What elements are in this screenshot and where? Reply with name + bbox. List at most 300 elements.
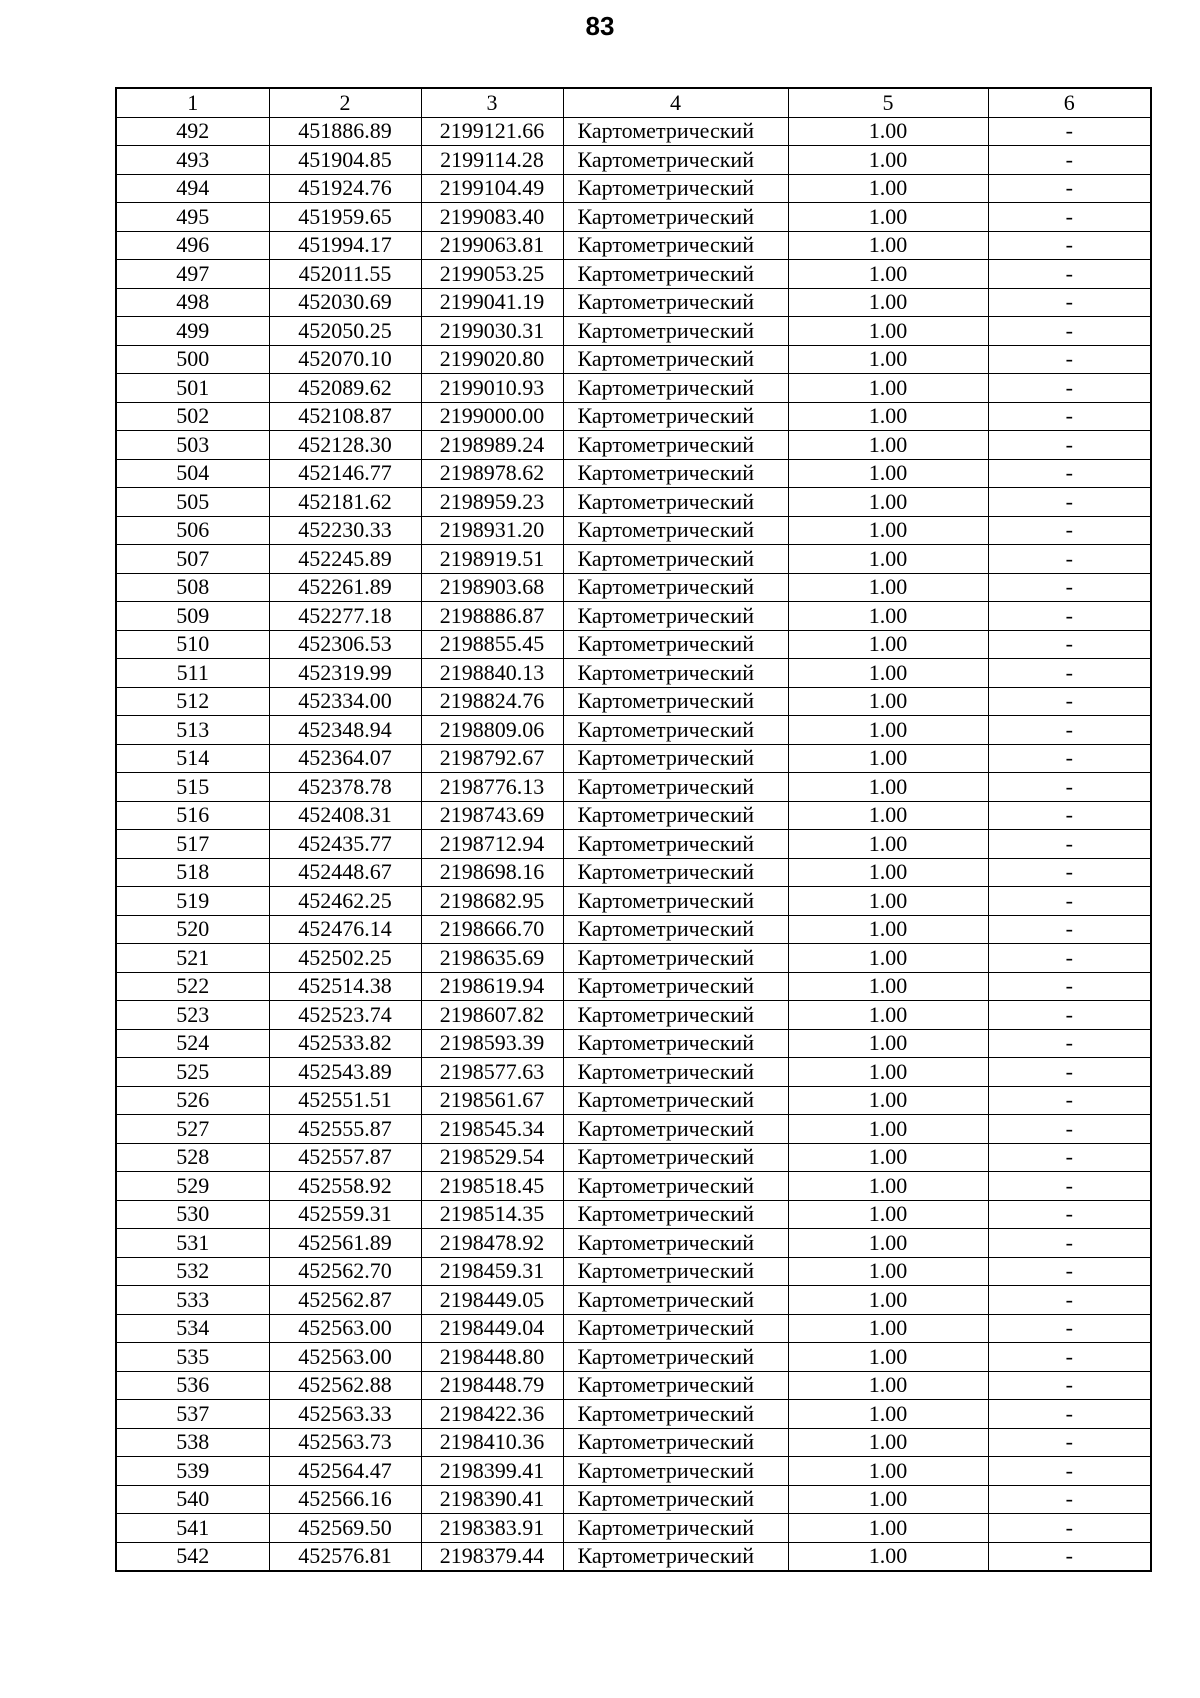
method-cell: Картометрический [563, 1143, 788, 1172]
point-number-cell: 516 [116, 801, 269, 830]
point-number-cell: 519 [116, 887, 269, 916]
x-coordinate-cell: 452108.87 [269, 402, 421, 431]
note-cell: - [988, 1457, 1151, 1486]
method-cell: Картометрический [563, 630, 788, 659]
y-coordinate-cell: 2198593.39 [421, 1029, 563, 1058]
method-cell: Картометрический [563, 1485, 788, 1514]
method-cell: Картометрический [563, 858, 788, 887]
x-coordinate-cell: 452230.33 [269, 516, 421, 545]
accuracy-cell: 1.00 [788, 516, 988, 545]
accuracy-cell: 1.00 [788, 1115, 988, 1144]
accuracy-cell: 1.00 [788, 231, 988, 260]
accuracy-cell: 1.00 [788, 1314, 988, 1343]
point-number-cell: 537 [116, 1400, 269, 1429]
note-cell: - [988, 431, 1151, 460]
table-row [116, 1029, 1151, 1058]
table-header-row [116, 88, 1151, 117]
y-coordinate-cell: 2198545.34 [421, 1115, 563, 1144]
method-cell: Картометрический [563, 1514, 788, 1543]
y-coordinate-cell: 2198619.94 [421, 972, 563, 1001]
table-row [116, 1001, 1151, 1030]
point-number-cell: 515 [116, 773, 269, 802]
note-cell: - [988, 1371, 1151, 1400]
method-cell: Картометрический [563, 1001, 788, 1030]
point-number-cell: 523 [116, 1001, 269, 1030]
x-coordinate-cell: 452559.31 [269, 1200, 421, 1229]
note-cell: - [988, 1286, 1151, 1315]
y-coordinate-cell: 2198449.05 [421, 1286, 563, 1315]
table-row [116, 801, 1151, 830]
method-cell: Картометрический [563, 260, 788, 289]
accuracy-cell: 1.00 [788, 1001, 988, 1030]
point-number-cell: 507 [116, 545, 269, 574]
accuracy-cell: 1.00 [788, 488, 988, 517]
method-cell: Картометрический [563, 1428, 788, 1457]
table-row [116, 317, 1151, 346]
x-coordinate-cell: 452277.18 [269, 602, 421, 631]
method-cell: Картометрический [563, 1200, 788, 1229]
table-row [116, 1428, 1151, 1457]
note-cell: - [988, 545, 1151, 574]
point-number-cell: 534 [116, 1314, 269, 1343]
table-row [116, 1086, 1151, 1115]
y-coordinate-cell: 2198448.80 [421, 1343, 563, 1372]
table-body [116, 117, 1151, 1571]
note-cell: - [988, 1058, 1151, 1087]
y-coordinate-cell: 2198529.54 [421, 1143, 563, 1172]
x-coordinate-cell: 452128.30 [269, 431, 421, 460]
point-number-cell: 502 [116, 402, 269, 431]
note-cell: - [988, 887, 1151, 916]
accuracy-cell: 1.00 [788, 773, 988, 802]
point-number-cell: 501 [116, 374, 269, 403]
note-cell: - [988, 630, 1151, 659]
accuracy-cell: 1.00 [788, 1542, 988, 1571]
accuracy-cell: 1.00 [788, 402, 988, 431]
accuracy-cell: 1.00 [788, 1428, 988, 1457]
point-number-cell: 511 [116, 659, 269, 688]
accuracy-cell: 1.00 [788, 146, 988, 175]
table-row [116, 1457, 1151, 1486]
x-coordinate-cell: 452050.25 [269, 317, 421, 346]
method-cell: Картометрический [563, 431, 788, 460]
table-row [116, 716, 1151, 745]
x-coordinate-cell: 452334.00 [269, 687, 421, 716]
point-number-cell: 527 [116, 1115, 269, 1144]
table-row [116, 260, 1151, 289]
note-cell: - [988, 1514, 1151, 1543]
x-coordinate-cell: 452089.62 [269, 374, 421, 403]
accuracy-cell: 1.00 [788, 630, 988, 659]
note-cell: - [988, 1172, 1151, 1201]
y-coordinate-cell: 2198855.45 [421, 630, 563, 659]
x-coordinate-cell: 452557.87 [269, 1143, 421, 1172]
method-cell: Картометрический [563, 545, 788, 574]
y-coordinate-cell: 2198635.69 [421, 944, 563, 973]
point-number-cell: 532 [116, 1257, 269, 1286]
x-coordinate-cell: 452562.88 [269, 1371, 421, 1400]
x-coordinate-cell: 452319.99 [269, 659, 421, 688]
x-coordinate-cell: 452563.33 [269, 1400, 421, 1429]
x-coordinate-cell: 452564.47 [269, 1457, 421, 1486]
y-coordinate-cell: 2198448.79 [421, 1371, 563, 1400]
y-coordinate-cell: 2198666.70 [421, 915, 563, 944]
method-cell: Картометрический [563, 1400, 788, 1429]
accuracy-cell: 1.00 [788, 659, 988, 688]
table-row [116, 402, 1151, 431]
accuracy-cell: 1.00 [788, 1457, 988, 1486]
method-cell: Картометрический [563, 345, 788, 374]
note-cell: - [988, 1029, 1151, 1058]
method-cell: Картометрический [563, 374, 788, 403]
column-header-1: 1 [116, 88, 269, 117]
note-cell: - [988, 1086, 1151, 1115]
table-row [116, 117, 1151, 146]
table-row [116, 288, 1151, 317]
table-row [116, 1314, 1151, 1343]
method-cell: Картометрический [563, 516, 788, 545]
x-coordinate-cell: 452462.25 [269, 887, 421, 916]
method-cell: Картометрический [563, 174, 788, 203]
y-coordinate-cell: 2198989.24 [421, 431, 563, 460]
method-cell: Картометрический [563, 1172, 788, 1201]
point-number-cell: 531 [116, 1229, 269, 1258]
method-cell: Картометрический [563, 1257, 788, 1286]
note-cell: - [988, 1143, 1151, 1172]
accuracy-cell: 1.00 [788, 887, 988, 916]
point-number-cell: 512 [116, 687, 269, 716]
point-number-cell: 496 [116, 231, 269, 260]
table-row [116, 1514, 1151, 1543]
table-row [116, 1172, 1151, 1201]
y-coordinate-cell: 2198886.87 [421, 602, 563, 631]
table-row [116, 972, 1151, 1001]
note-cell: - [988, 174, 1151, 203]
point-number-cell: 533 [116, 1286, 269, 1315]
method-cell: Картометрический [563, 402, 788, 431]
point-number-cell: 497 [116, 260, 269, 289]
accuracy-cell: 1.00 [788, 1343, 988, 1372]
point-number-cell: 517 [116, 830, 269, 859]
y-coordinate-cell: 2198809.06 [421, 716, 563, 745]
x-coordinate-cell: 452011.55 [269, 260, 421, 289]
note-cell: - [988, 944, 1151, 973]
table-row [116, 174, 1151, 203]
x-coordinate-cell: 452562.87 [269, 1286, 421, 1315]
y-coordinate-cell: 2198712.94 [421, 830, 563, 859]
note-cell: - [988, 744, 1151, 773]
method-cell: Картометрический [563, 1457, 788, 1486]
point-number-cell: 505 [116, 488, 269, 517]
note-cell: - [988, 659, 1151, 688]
accuracy-cell: 1.00 [788, 1286, 988, 1315]
y-coordinate-cell: 2198518.45 [421, 1172, 563, 1201]
x-coordinate-cell: 452566.16 [269, 1485, 421, 1514]
point-number-cell: 518 [116, 858, 269, 887]
y-coordinate-cell: 2199104.49 [421, 174, 563, 203]
method-cell: Картометрический [563, 887, 788, 916]
point-number-cell: 493 [116, 146, 269, 175]
x-coordinate-cell: 452181.62 [269, 488, 421, 517]
y-coordinate-cell: 2199041.19 [421, 288, 563, 317]
x-coordinate-cell: 451886.89 [269, 117, 421, 146]
point-number-cell: 494 [116, 174, 269, 203]
y-coordinate-cell: 2198840.13 [421, 659, 563, 688]
table-row [116, 1229, 1151, 1258]
y-coordinate-cell: 2199030.31 [421, 317, 563, 346]
method-cell: Картометрический [563, 1229, 788, 1258]
point-number-cell: 500 [116, 345, 269, 374]
table-row [116, 858, 1151, 887]
note-cell: - [988, 830, 1151, 859]
point-number-cell: 522 [116, 972, 269, 1001]
method-cell: Картометрический [563, 317, 788, 346]
accuracy-cell: 1.00 [788, 1229, 988, 1258]
accuracy-cell: 1.00 [788, 830, 988, 859]
y-coordinate-cell: 2198410.36 [421, 1428, 563, 1457]
y-coordinate-cell: 2199000.00 [421, 402, 563, 431]
method-cell: Картометрический [563, 1086, 788, 1115]
note-cell: - [988, 402, 1151, 431]
point-number-cell: 503 [116, 431, 269, 460]
y-coordinate-cell: 2199063.81 [421, 231, 563, 260]
accuracy-cell: 1.00 [788, 1143, 988, 1172]
method-cell: Картометрический [563, 1286, 788, 1315]
method-cell: Картометрический [563, 459, 788, 488]
x-coordinate-cell: 452551.51 [269, 1086, 421, 1115]
table-row [116, 374, 1151, 403]
y-coordinate-cell: 2198561.67 [421, 1086, 563, 1115]
method-cell: Картометрический [563, 602, 788, 631]
point-number-cell: 514 [116, 744, 269, 773]
y-coordinate-cell: 2199114.28 [421, 146, 563, 175]
x-coordinate-cell: 452514.38 [269, 972, 421, 1001]
table-row [116, 1257, 1151, 1286]
method-cell: Картометрический [563, 1371, 788, 1400]
table-row [116, 1371, 1151, 1400]
method-cell: Картометрический [563, 117, 788, 146]
point-number-cell: 495 [116, 203, 269, 232]
note-cell: - [988, 1257, 1151, 1286]
method-cell: Картометрический [563, 1343, 788, 1372]
accuracy-cell: 1.00 [788, 1514, 988, 1543]
accuracy-cell: 1.00 [788, 1029, 988, 1058]
method-cell: Картометрический [563, 1058, 788, 1087]
x-coordinate-cell: 452306.53 [269, 630, 421, 659]
table-row [116, 203, 1151, 232]
method-cell: Картометрический [563, 1029, 788, 1058]
note-cell: - [988, 1400, 1151, 1429]
point-number-cell: 524 [116, 1029, 269, 1058]
point-number-cell: 540 [116, 1485, 269, 1514]
column-header-4: 4 [563, 88, 788, 117]
x-coordinate-cell: 452562.70 [269, 1257, 421, 1286]
y-coordinate-cell: 2198959.23 [421, 488, 563, 517]
y-coordinate-cell: 2198390.41 [421, 1485, 563, 1514]
accuracy-cell: 1.00 [788, 317, 988, 346]
note-cell: - [988, 231, 1151, 260]
accuracy-cell: 1.00 [788, 1485, 988, 1514]
x-coordinate-cell: 451924.76 [269, 174, 421, 203]
table-row [116, 1115, 1151, 1144]
y-coordinate-cell: 2198792.67 [421, 744, 563, 773]
note-cell: - [988, 1229, 1151, 1258]
accuracy-cell: 1.00 [788, 174, 988, 203]
accuracy-cell: 1.00 [788, 374, 988, 403]
y-coordinate-cell: 2198776.13 [421, 773, 563, 802]
accuracy-cell: 1.00 [788, 801, 988, 830]
x-coordinate-cell: 452030.69 [269, 288, 421, 317]
accuracy-cell: 1.00 [788, 744, 988, 773]
x-coordinate-cell: 452245.89 [269, 545, 421, 574]
note-cell: - [988, 801, 1151, 830]
y-coordinate-cell: 2198743.69 [421, 801, 563, 830]
table-row [116, 1200, 1151, 1229]
table-row [116, 488, 1151, 517]
method-cell: Картометрический [563, 488, 788, 517]
table-row [116, 687, 1151, 716]
y-coordinate-cell: 2198422.36 [421, 1400, 563, 1429]
method-cell: Картометрический [563, 1314, 788, 1343]
column-header-6: 6 [988, 88, 1151, 117]
note-cell: - [988, 773, 1151, 802]
y-coordinate-cell: 2198607.82 [421, 1001, 563, 1030]
x-coordinate-cell: 452569.50 [269, 1514, 421, 1543]
y-coordinate-cell: 2198459.31 [421, 1257, 563, 1286]
method-cell: Картометрический [563, 573, 788, 602]
table-row [116, 659, 1151, 688]
note-cell: - [988, 117, 1151, 146]
accuracy-cell: 1.00 [788, 1086, 988, 1115]
x-coordinate-cell: 452448.67 [269, 858, 421, 887]
method-cell: Картометрический [563, 801, 788, 830]
column-header-5: 5 [788, 88, 988, 117]
y-coordinate-cell: 2198903.68 [421, 573, 563, 602]
accuracy-cell: 1.00 [788, 345, 988, 374]
accuracy-cell: 1.00 [788, 117, 988, 146]
accuracy-cell: 1.00 [788, 573, 988, 602]
table-row [116, 915, 1151, 944]
table-row [116, 431, 1151, 460]
point-number-cell: 538 [116, 1428, 269, 1457]
accuracy-cell: 1.00 [788, 545, 988, 574]
x-coordinate-cell: 452348.94 [269, 716, 421, 745]
x-coordinate-cell: 452435.77 [269, 830, 421, 859]
y-coordinate-cell: 2199020.80 [421, 345, 563, 374]
point-number-cell: 530 [116, 1200, 269, 1229]
accuracy-cell: 1.00 [788, 431, 988, 460]
y-coordinate-cell: 2199121.66 [421, 117, 563, 146]
accuracy-cell: 1.00 [788, 716, 988, 745]
point-number-cell: 528 [116, 1143, 269, 1172]
note-cell: - [988, 1200, 1151, 1229]
method-cell: Картометрический [563, 915, 788, 944]
y-coordinate-cell: 2198577.63 [421, 1058, 563, 1087]
accuracy-cell: 1.00 [788, 1172, 988, 1201]
accuracy-cell: 1.00 [788, 944, 988, 973]
note-cell: - [988, 716, 1151, 745]
note-cell: - [988, 317, 1151, 346]
x-coordinate-cell: 452261.89 [269, 573, 421, 602]
point-number-cell: 521 [116, 944, 269, 973]
x-coordinate-cell: 452533.82 [269, 1029, 421, 1058]
x-coordinate-cell: 451959.65 [269, 203, 421, 232]
point-number-cell: 504 [116, 459, 269, 488]
point-number-cell: 542 [116, 1542, 269, 1571]
method-cell: Картометрический [563, 203, 788, 232]
point-number-cell: 536 [116, 1371, 269, 1400]
y-coordinate-cell: 2198698.16 [421, 858, 563, 887]
y-coordinate-cell: 2198978.62 [421, 459, 563, 488]
column-header-3: 3 [421, 88, 563, 117]
column-header-2: 2 [269, 88, 421, 117]
note-cell: - [988, 459, 1151, 488]
accuracy-cell: 1.00 [788, 858, 988, 887]
table-row [116, 545, 1151, 574]
table-row [116, 231, 1151, 260]
note-cell: - [988, 374, 1151, 403]
point-number-cell: 525 [116, 1058, 269, 1087]
x-coordinate-cell: 452502.25 [269, 944, 421, 973]
table-row [116, 516, 1151, 545]
method-cell: Картометрический [563, 687, 788, 716]
x-coordinate-cell: 452563.73 [269, 1428, 421, 1457]
accuracy-cell: 1.00 [788, 1200, 988, 1229]
table-row [116, 1542, 1151, 1571]
accuracy-cell: 1.00 [788, 1257, 988, 1286]
point-number-cell: 529 [116, 1172, 269, 1201]
y-coordinate-cell: 2198682.95 [421, 887, 563, 916]
note-cell: - [988, 1485, 1151, 1514]
note-cell: - [988, 203, 1151, 232]
point-number-cell: 513 [116, 716, 269, 745]
method-cell: Картометрический [563, 288, 788, 317]
page-number: 83 [585, 11, 615, 41]
note-cell: - [988, 1542, 1151, 1571]
point-number-cell: 526 [116, 1086, 269, 1115]
note-cell: - [988, 488, 1151, 517]
note-cell: - [988, 573, 1151, 602]
accuracy-cell: 1.00 [788, 203, 988, 232]
table-row [116, 573, 1151, 602]
method-cell: Картометрический [563, 744, 788, 773]
x-coordinate-cell: 452543.89 [269, 1058, 421, 1087]
x-coordinate-cell: 452408.31 [269, 801, 421, 830]
x-coordinate-cell: 452378.78 [269, 773, 421, 802]
table-row [116, 146, 1151, 175]
point-number-cell: 509 [116, 602, 269, 631]
accuracy-cell: 1.00 [788, 915, 988, 944]
point-number-cell: 498 [116, 288, 269, 317]
note-cell: - [988, 288, 1151, 317]
accuracy-cell: 1.00 [788, 1058, 988, 1087]
x-coordinate-cell: 452146.77 [269, 459, 421, 488]
coordinates-table [115, 87, 1152, 1572]
accuracy-cell: 1.00 [788, 602, 988, 631]
table-row [116, 1143, 1151, 1172]
note-cell: - [988, 972, 1151, 1001]
x-coordinate-cell: 452070.10 [269, 345, 421, 374]
y-coordinate-cell: 2198931.20 [421, 516, 563, 545]
point-number-cell: 499 [116, 317, 269, 346]
table-row [116, 630, 1151, 659]
method-cell: Картометрический [563, 716, 788, 745]
point-number-cell: 492 [116, 117, 269, 146]
accuracy-cell: 1.00 [788, 1371, 988, 1400]
y-coordinate-cell: 2198383.91 [421, 1514, 563, 1543]
y-coordinate-cell: 2198449.04 [421, 1314, 563, 1343]
table-row [116, 1400, 1151, 1429]
